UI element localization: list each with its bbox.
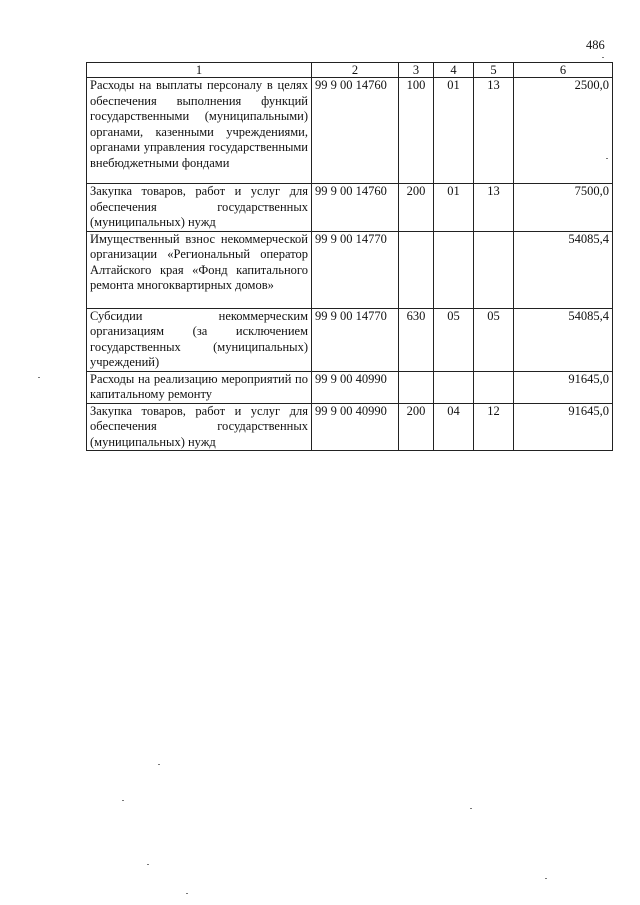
expense-type-code (399, 231, 434, 308)
expense-name: Расходы на реализацию мероприятий по капитальному ремонту (87, 371, 312, 403)
expense-name: Имущественный взнос некоммерческой организации «Региональный оператор Алтайского края «Фонд капитального ремонта многоквартирных домов» (87, 231, 312, 308)
section-code: 05 (434, 308, 474, 371)
column-header: 5 (474, 63, 514, 78)
scan-speck (186, 893, 188, 894)
column-header: 2 (312, 63, 399, 78)
subsection-code: 12 (474, 403, 514, 451)
target-code: 99 9 00 40990 (312, 403, 399, 451)
target-code: 99 9 00 14770 (312, 231, 399, 308)
column-header: 4 (434, 63, 474, 78)
section-code: 04 (434, 403, 474, 451)
target-code: 99 9 00 14770 (312, 308, 399, 371)
expense-name: Субсидии некоммерческим организациям (за исключением государственных (муниципальных) учреждений) (87, 308, 312, 371)
expense-name: Расходы на выплаты персоналу в целях обеспечения выполнения функций государственными (муниципальными) органами, казенными учреждениями, органами управления государственными внебюджетными фондами (87, 78, 312, 184)
column-header: 1 (87, 63, 312, 78)
header-row (87, 63, 613, 78)
section-code: 01 (434, 78, 474, 184)
expense-type-code: 630 (399, 308, 434, 371)
subsection-code (474, 231, 514, 308)
table-row (87, 231, 613, 308)
table-row (87, 78, 613, 184)
table-row (87, 184, 613, 232)
table-row (87, 308, 613, 371)
amount: 54085,4 (514, 308, 613, 371)
scan-speck (602, 57, 604, 58)
expense-type-code (399, 371, 434, 403)
amount: 91645,0 (514, 403, 613, 451)
expense-type-code: 200 (399, 403, 434, 451)
scan-speck (147, 864, 149, 865)
budget-table (86, 62, 613, 451)
amount: 91645,0 (514, 371, 613, 403)
section-code: 01 (434, 184, 474, 232)
subsection-code (474, 371, 514, 403)
target-code: 99 9 00 14760 (312, 184, 399, 232)
scan-speck (122, 800, 124, 801)
scan-speck (38, 377, 40, 378)
scan-speck (606, 158, 608, 159)
column-header: 3 (399, 63, 434, 78)
amount: 7500,0 (514, 184, 613, 232)
scan-speck (470, 808, 472, 809)
subsection-code: 05 (474, 308, 514, 371)
expense-type-code: 200 (399, 184, 434, 232)
expense-name: Закупка товаров, работ и услуг для обеспечения государственных (муниципальных) нужд (87, 403, 312, 451)
section-code (434, 371, 474, 403)
scan-speck (158, 764, 160, 765)
target-code: 99 9 00 14760 (312, 78, 399, 184)
page-number: 486 (586, 38, 605, 52)
subsection-code: 13 (474, 78, 514, 184)
target-code: 99 9 00 40990 (312, 371, 399, 403)
table-row (87, 403, 613, 451)
subsection-code: 13 (474, 184, 514, 232)
scan-speck (545, 878, 547, 879)
section-code (434, 231, 474, 308)
column-header: 6 (514, 63, 613, 78)
expense-type-code: 100 (399, 78, 434, 184)
expense-name: Закупка товаров, работ и услуг для обеспечения государственных (муниципальных) нужд (87, 184, 312, 232)
table-row (87, 371, 613, 403)
amount: 54085,4 (514, 231, 613, 308)
amount: 2500,0 (514, 78, 613, 184)
